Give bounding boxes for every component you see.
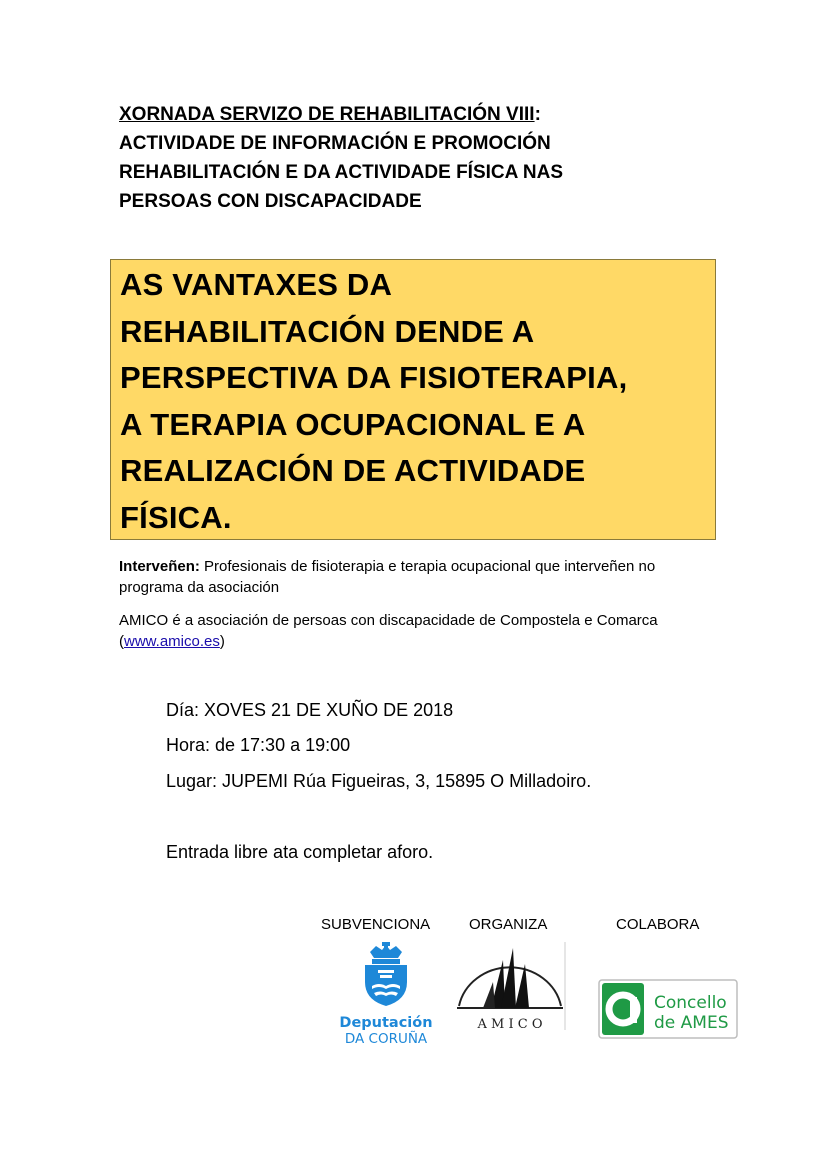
amico-website-link[interactable]: www.amico.es [124, 633, 220, 650]
banner-line-2: REHABILITACIÓN DENDE A [120, 313, 535, 349]
banner-line-3: PERSPECTIVA DA FISIOTERAPIA, [120, 360, 628, 396]
svg-text:de AMES: de AMES [654, 1013, 729, 1033]
event-header [119, 100, 719, 216]
title-banner [110, 259, 716, 540]
svg-text:Deputación: Deputación [339, 1015, 433, 1031]
event-time: Hora: de 17:30 a 19:00 [166, 735, 351, 755]
concello-ames-logo [598, 979, 738, 1039]
event-place: Lugar: JUPEMI Rúa Figueiras, 3, 15895 O Milladoiro. [166, 771, 592, 791]
about-text: AMICO é a asociación de persoas con discapacidade de Compostela e Comarca ( [119, 612, 658, 650]
event-entry: Entrada libre ata completar aforo. [166, 842, 434, 862]
participants-text: Profesionais de fisioterapia e terapia ocupacional que interveñen no programa da asociación [119, 558, 656, 596]
banner-line-6: FÍSICA. [120, 499, 232, 535]
event-day: Día: XOVES 21 DE XUÑO DE 2018 [166, 700, 454, 720]
subvenciona-label: SUBVENCIONA [321, 916, 431, 933]
amico-logo [453, 942, 567, 1032]
concello-ames-icon [598, 979, 738, 1039]
colabora-label: COLABORA [616, 916, 700, 933]
deputacion-logo [332, 942, 440, 1046]
svg-text:DA CORUÑA: DA CORUÑA [344, 1031, 428, 1046]
about-paragraph: AMICO é a asociación de persoas con discapacidade de Compostela e Comarca (www.amico.es) [119, 612, 658, 650]
participants-paragraph [119, 556, 719, 598]
participants-label: Interveñen: [119, 558, 200, 575]
svg-text:A M I C O: A M I C O [477, 1017, 543, 1032]
amico-cathedral-icon [453, 942, 567, 1032]
header-line-3: REHABILITACIÓN E DA ACTIVIDADE FÍSICA NAS [119, 162, 564, 183]
organiza-label: ORGANIZA [469, 916, 548, 933]
header-line-4: PERSOAS CON DISCAPACIDADE [119, 191, 422, 212]
header-line-1: XORNADA SERVIZO DE REHABILITACIÓN VIII: [119, 104, 541, 125]
banner-line-5: REALIZACIÓN DE ACTIVIDADE [120, 453, 586, 489]
banner-line-4: A TERAPIA OCUPACIONAL E A [120, 406, 586, 442]
banner-line-1: AS VANTAXES DA [120, 267, 393, 302]
header-line-2: ACTIVIDADE DE INFORMACIÓN E PROMOCIÓN [119, 133, 551, 154]
svg-text:Concello: Concello [654, 993, 727, 1013]
deputacion-coat-of-arms-icon [332, 942, 440, 1046]
